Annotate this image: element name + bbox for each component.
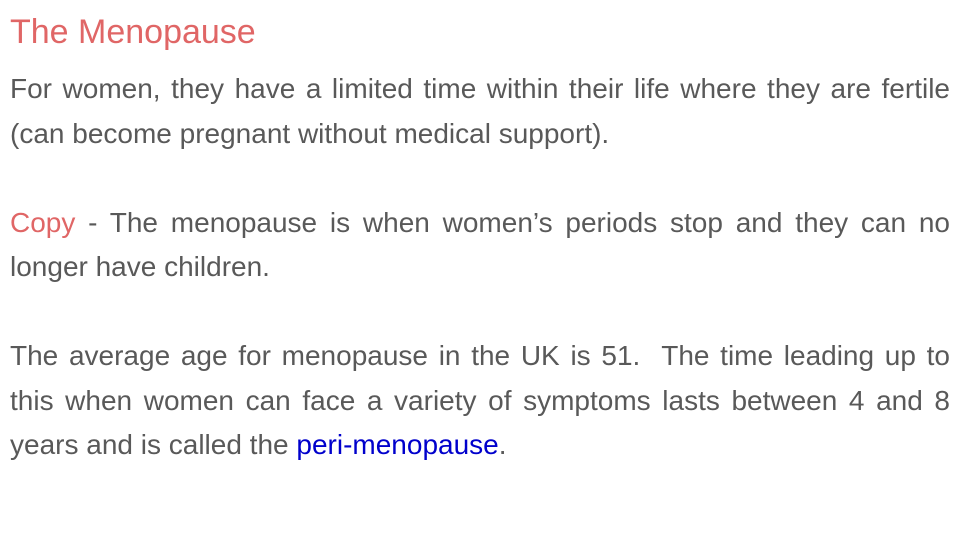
slide-body bbox=[10, 67, 958, 468]
copy-label: Copy bbox=[10, 206, 76, 238]
slide-title: The Menopause bbox=[10, 13, 256, 51]
paragraph-definition bbox=[10, 201, 950, 290]
paragraph-average-age bbox=[10, 334, 958, 468]
paragraph-spacer bbox=[10, 156, 950, 201]
paragraph-spacer bbox=[10, 290, 950, 335]
definition-text: - The menopause is when women’s periods stop and they can no longer have children. bbox=[10, 206, 950, 282]
paragraph-fertility: For women, they have a limited time within their life where they are fertile (can become pregnant without medical support). bbox=[10, 73, 950, 149]
average-age-text: The average age for menopause in the UK is 51. The time leading up to this when women can face a variety of symptoms lasts between 4 and 8 years and is called the bbox=[10, 340, 958, 460]
paragraph-end: . bbox=[498, 429, 507, 460]
peri-menopause-term: peri-menopause bbox=[296, 429, 499, 460]
